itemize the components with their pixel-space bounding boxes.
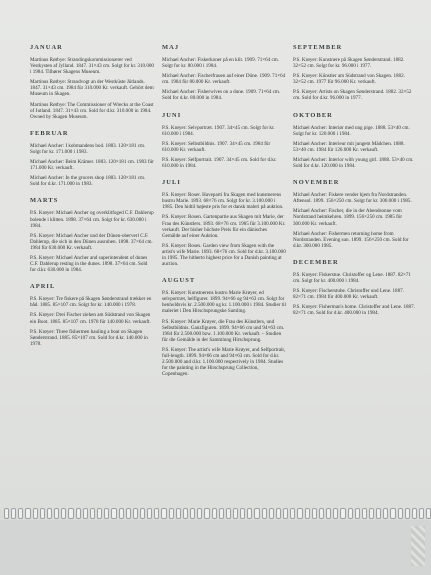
month-heading: MARTS bbox=[30, 197, 59, 205]
binding-ring bbox=[355, 508, 360, 519]
entry-danish: Michael Ancher: Fiskere vender hjem fra Nordstranden. Aftensol. 1899. 156×250 cm. Solgt for kr. 300.000 i 1985. bbox=[293, 192, 412, 205]
binding-ring bbox=[362, 508, 367, 519]
binding-ring bbox=[40, 508, 45, 519]
month-section-juli bbox=[162, 179, 286, 267]
entry-english: Michael Ancher: In the grocers shop 1883. 120×181 cm. Sold for d.kr. 171.000 in 1983. bbox=[30, 175, 146, 188]
entry-german: Michael Ancher: Fischerfrauen auf einer Düne. 1909. 71×64 cm. 1984 für 80.000 Kr. verkauft. bbox=[162, 73, 286, 86]
binding-ring bbox=[176, 508, 181, 519]
entry-english: P.S. Krøyer: Michael Ancher and superintendent of dunes C.F. Dahlerup resting in the dunes. 1898. 37×64 cm. Sold for d.kr. 630.000 in 1984. bbox=[30, 254, 148, 274]
month-heading: APRIL bbox=[30, 283, 56, 291]
month-section-februar bbox=[30, 130, 154, 188]
entry-german: Martinus Rørbye: Strandvogt an der Westküste Jütlands. 1847. 31×43 cm. 1984 für 310.000 Kr. verkauft. Gehört dem Museum in Skagen. bbox=[30, 79, 154, 98]
month-heading: NOVEMBER bbox=[293, 179, 340, 187]
binding-ring bbox=[297, 508, 302, 519]
entry-german: P.S. Krøyer: Fischerstube. Christoffer und Lene. 1887. 82×71 cm. 1984 für 400.000 Kr. verkauft. bbox=[293, 288, 404, 301]
binding-ring bbox=[390, 508, 395, 519]
entry-german: P.S. Krøyer: Marie Krøyer, die Frau des Künstlers, und Selbstbildnis. Ganzfiguren. 1899. 94×66 cm und 94×63 cm. 1984 für 2.500.000 bzw. 1.100.000 Kr. verkauft. – Studien für die Gemälde in der Sammlung Hirschsprung. bbox=[162, 318, 285, 343]
entry-danish: P.S. Krøyer: Michael Ancher og overklitfoged C.F. Dahlerup bolende i klitten. 1898. 37×64 cm. Solgt for kr. 630.000 i 1984. bbox=[30, 210, 154, 229]
entry-danish: P.S. Krøyer: Kunstnerens hustru Marie Krøyer, ed selvportræt, helfigurer. 1899. 94×66 og 94×63 cm. Solgt for henholdsvis kr. 2.500.000 og kr. 1.100.000 i 1984. Studier til maleriet i Den Hirschsprungske Samling. bbox=[162, 290, 286, 315]
binding-ring bbox=[212, 508, 217, 519]
binding-ring bbox=[426, 508, 431, 519]
binding-ring bbox=[262, 508, 267, 519]
binding-ring bbox=[183, 508, 188, 519]
background-surface bbox=[0, 520, 431, 575]
binding-ring bbox=[147, 508, 152, 519]
binding-ring bbox=[340, 508, 345, 519]
binding-ring bbox=[154, 508, 159, 519]
binding-ring bbox=[97, 508, 102, 519]
binding-ring bbox=[61, 508, 66, 519]
entry-english: P.S. Krøyer: Artists on Skagen Sønderstrand. 1882. 32×52 cm. Sold for d.kr. 96.000 in 1977. bbox=[293, 89, 412, 102]
binding-ring bbox=[54, 508, 59, 519]
entry-german: P.S. Krøyer: Michael Ancher und der Dünen-oberverl C.F. Dahlerup, die sich in den Dünen ausruhen. 1898. 37×64 cm. 1984 für 630.000 Kr. verkauft. bbox=[30, 232, 153, 251]
binding-ring bbox=[111, 508, 116, 519]
binding-ring bbox=[126, 508, 131, 519]
binding-ring bbox=[405, 508, 410, 519]
binding-ring bbox=[290, 508, 295, 519]
month-section-marts bbox=[30, 197, 154, 273]
binding-ring bbox=[11, 508, 16, 519]
binding-ring bbox=[76, 508, 81, 519]
binding-ring bbox=[240, 508, 245, 519]
entry-english: P.S. Krøyer: Roses. Garden view from Skagen with the artist's wife Marie. 1893. 68×76 cm. Sold for d.kr. 3.100.000 in 1985. The hitherto highest price for a Danish painting at auction. bbox=[162, 242, 286, 268]
month-section-oktober bbox=[293, 112, 417, 170]
binding-ring bbox=[83, 508, 88, 519]
binding-ring bbox=[269, 508, 274, 519]
entry-danish: P.S. Krøyer: Roser. Havepartí fra Skagen med kunstnerens hustru Marie. 1893. 68×76 cm. Solgt for kr. 3.100.000 i 1985. Den hidtil højeste pris for et dansk maleri på auktion. bbox=[162, 192, 284, 211]
entry-english: P.S. Krøyer: The artist's wife Marie Krøyer, and Selfportrait, full-length. 1899. 94×66 cm and 94×63 cm. Sold for d.kr. 2.500.000 and d.kr. 1.100.000 respectively in 1984. Studies for the painting in the Hirschsprung Collection, Copenhagen. bbox=[162, 346, 286, 378]
entry-german: Michael Ancher: Fischer, die in der Abendsonne vom Nordstrand heimkehren. 1899. 156×250 cm. 1985 für 300.000 Kr. verkauft. bbox=[293, 208, 403, 227]
month-heading: JULI bbox=[162, 179, 181, 187]
month-heading: JUNI bbox=[162, 111, 182, 119]
binding-ring bbox=[283, 508, 288, 519]
month-section-april bbox=[30, 283, 154, 347]
binding-ring bbox=[169, 508, 174, 519]
binding-ring bbox=[369, 508, 374, 519]
entry-danish: Michael Ancher: Interiør med ung pige. 1888. 53×40 cm. Solgt for kr. 120.000 i 1984. bbox=[293, 124, 410, 137]
binding-ring bbox=[326, 508, 331, 519]
binding-ring bbox=[4, 508, 9, 519]
month-heading: DECEMBER bbox=[293, 258, 339, 266]
binding-ring bbox=[119, 508, 124, 519]
entry-danish: Martinus Rørbye: Strandingskommissionærer ved Vestkysten af Jylland. 1847. 31×43 cm. Solgt for kr. 310.000 i 1984. Tilhører Skagens Museum. bbox=[30, 57, 154, 76]
entry-english: Michael Ancher: Fishermen returning home from Nordstranden. Evening sun. 1899. 156×250 cm. Sold for d.kr. 300.000 1985. bbox=[293, 230, 409, 249]
binding-ring bbox=[247, 508, 252, 519]
entry-danish: P.S. Krøyer: Tre fiskere på Skagen Sønderstrand trækker en båd. 1885. 85×107 cm. Solgt for kr. 140.000 i 1978. bbox=[30, 296, 152, 309]
binding-ring bbox=[47, 508, 52, 519]
entry-english: Michael Ancher: Interior with young girl. 1888. 53×40 cm. Sold for d.kr. 120.000 in 1984. bbox=[293, 156, 414, 170]
binding-ring bbox=[190, 508, 195, 519]
entry-english: P.S. Krøyer: Fisherman's home. Christoffer and Lene. 1887. 82×71 cm. Sold for d.kr. 400.000 in 1984. bbox=[293, 304, 415, 317]
binding-ring bbox=[133, 508, 138, 519]
binding-ring bbox=[219, 508, 224, 519]
column-left bbox=[30, 44, 154, 357]
month-heading: AUGUST bbox=[162, 277, 196, 285]
entry-english: P.S. Krøyer: Three fishermen hauling a boat on Skagen Sønderstrand. 1885. 85×107 cm. Sold for d.kr. 140.000 in 1978. bbox=[30, 328, 148, 347]
entry-danish: P.S. Krøyer: Kunstnere på Skagen Sønderstrand. 1882. 32×52 cm. Solgt for kr. 96.000 i 1977. bbox=[293, 57, 405, 70]
entry-english: Michael Ancher: Fisherwives on a dune. 1909. 71×64 cm. Sold for d.kr. 80.000 in 1984. bbox=[162, 89, 281, 102]
binding-ring bbox=[254, 508, 259, 519]
binding-ring bbox=[104, 508, 109, 519]
column-middle bbox=[162, 44, 286, 387]
month-heading: FEBRUAR bbox=[30, 129, 69, 137]
binding-ring bbox=[333, 508, 338, 519]
binding-ring bbox=[68, 508, 73, 519]
binding-ring bbox=[419, 508, 424, 519]
month-section-december bbox=[293, 259, 417, 317]
binding-ring bbox=[90, 508, 95, 519]
binding-ring bbox=[412, 508, 417, 519]
entry-german: P.S. Krøyer: Selbstbildnis. 1907. 34×45 cm. 1984 für 610.000 Kr. verkauft. bbox=[162, 140, 271, 153]
binding-ring bbox=[398, 508, 403, 519]
entry-german: P.S. Krøyer: Rosen. Gartenpartie aus Skagen mit Marie, der Frau des Künstlers. 1893. 68×76 cm. 1985 für 3.100.000 Kr. verkauft. Der bisher höchste Preis für ein dänisches Gemälde auf einer Auktion. bbox=[162, 214, 286, 239]
month-section-januar bbox=[30, 44, 154, 120]
binding-ring bbox=[312, 508, 317, 519]
binding-ring bbox=[383, 508, 388, 519]
entry-german: Michael Ancher: Interieur mit jungem Mädchen. 1888. 53×40 cm. 1984 für 120.000 Kr. verkauft. bbox=[293, 140, 405, 153]
binding-ring bbox=[305, 508, 310, 519]
background-pattern bbox=[411, 526, 425, 566]
binding-ring bbox=[276, 508, 281, 519]
month-section-juni bbox=[162, 112, 286, 170]
entry-german: Michael Ancher: Beim Krämer. 1883. 120×181 cm. 1983 für 171.000 Kr. verkauft. bbox=[30, 159, 154, 172]
binding-ring bbox=[140, 508, 145, 519]
entry-english: Martinus Rørbye: The Commissioner of Wrecks at the Coast of Jutland. 1847. 31×43 cm. Sold for d.kr. 310.000 in 1984. Owned by Skagen Museum. bbox=[30, 101, 154, 120]
entry-danish: Michael Ancher: I kobmandens bod. 1883. 120×181 cm. Solgt for kr. 171.000 i 1983. bbox=[30, 142, 146, 155]
month-section-november bbox=[293, 179, 417, 249]
binding-ring bbox=[18, 508, 23, 519]
binding-ring bbox=[319, 508, 324, 519]
entry-german: P.S. Krøyer: Künstler am Südstrand von Skagen. 1882. 32×52 cm. 1977 für 96.000 Kr. verkauft. bbox=[293, 73, 405, 86]
binding-ring bbox=[25, 508, 30, 519]
entry-english: P.S. Krøyer: Selfportrait. 1907. 34×45 cm. Sold for d.kr. 610.000 in 1984. bbox=[162, 156, 277, 170]
binding-ring bbox=[161, 508, 166, 519]
month-section-maj bbox=[162, 44, 286, 102]
entry-danish: Michael Ancher: Fiskerkoner på en klit. 1909. 71×64 cm. Solgt for kr. 80.000 i 1984. bbox=[162, 57, 280, 70]
binding-ring bbox=[376, 508, 381, 519]
month-heading: SEPTEMBER bbox=[293, 44, 343, 51]
entry-german: P.S. Krøyer: Drei Fischer ziehen am Südstrand von Skagen ein Boot. 1885. 85×107 cm. 1978 für 140.000 Kr. verkauft. bbox=[30, 312, 151, 325]
month-heading: OKTOBER bbox=[293, 111, 333, 119]
binding-ring bbox=[204, 508, 209, 519]
binding-ring bbox=[197, 508, 202, 519]
binding-ring bbox=[233, 508, 238, 519]
binding-ring bbox=[348, 508, 353, 519]
month-section-september bbox=[293, 44, 417, 102]
entry-danish: P.S. Krøyer: Selvportræt. 1907. 34×45 cm. Solgt for kr. 610.000 i 1984. bbox=[162, 124, 275, 137]
month-heading: MAJ bbox=[162, 44, 180, 51]
binding-ring bbox=[226, 508, 231, 519]
month-heading: JANUAR bbox=[30, 44, 63, 51]
month-section-august bbox=[162, 277, 286, 377]
binding-ring bbox=[33, 508, 38, 519]
column-right bbox=[293, 44, 417, 326]
entry-danish: P.S. Krøyer: Fiskerstue. Christoffer og Lene. 1887. 82×71 cm. Solgt for kr. 400.000 i 1984. bbox=[293, 271, 411, 284]
